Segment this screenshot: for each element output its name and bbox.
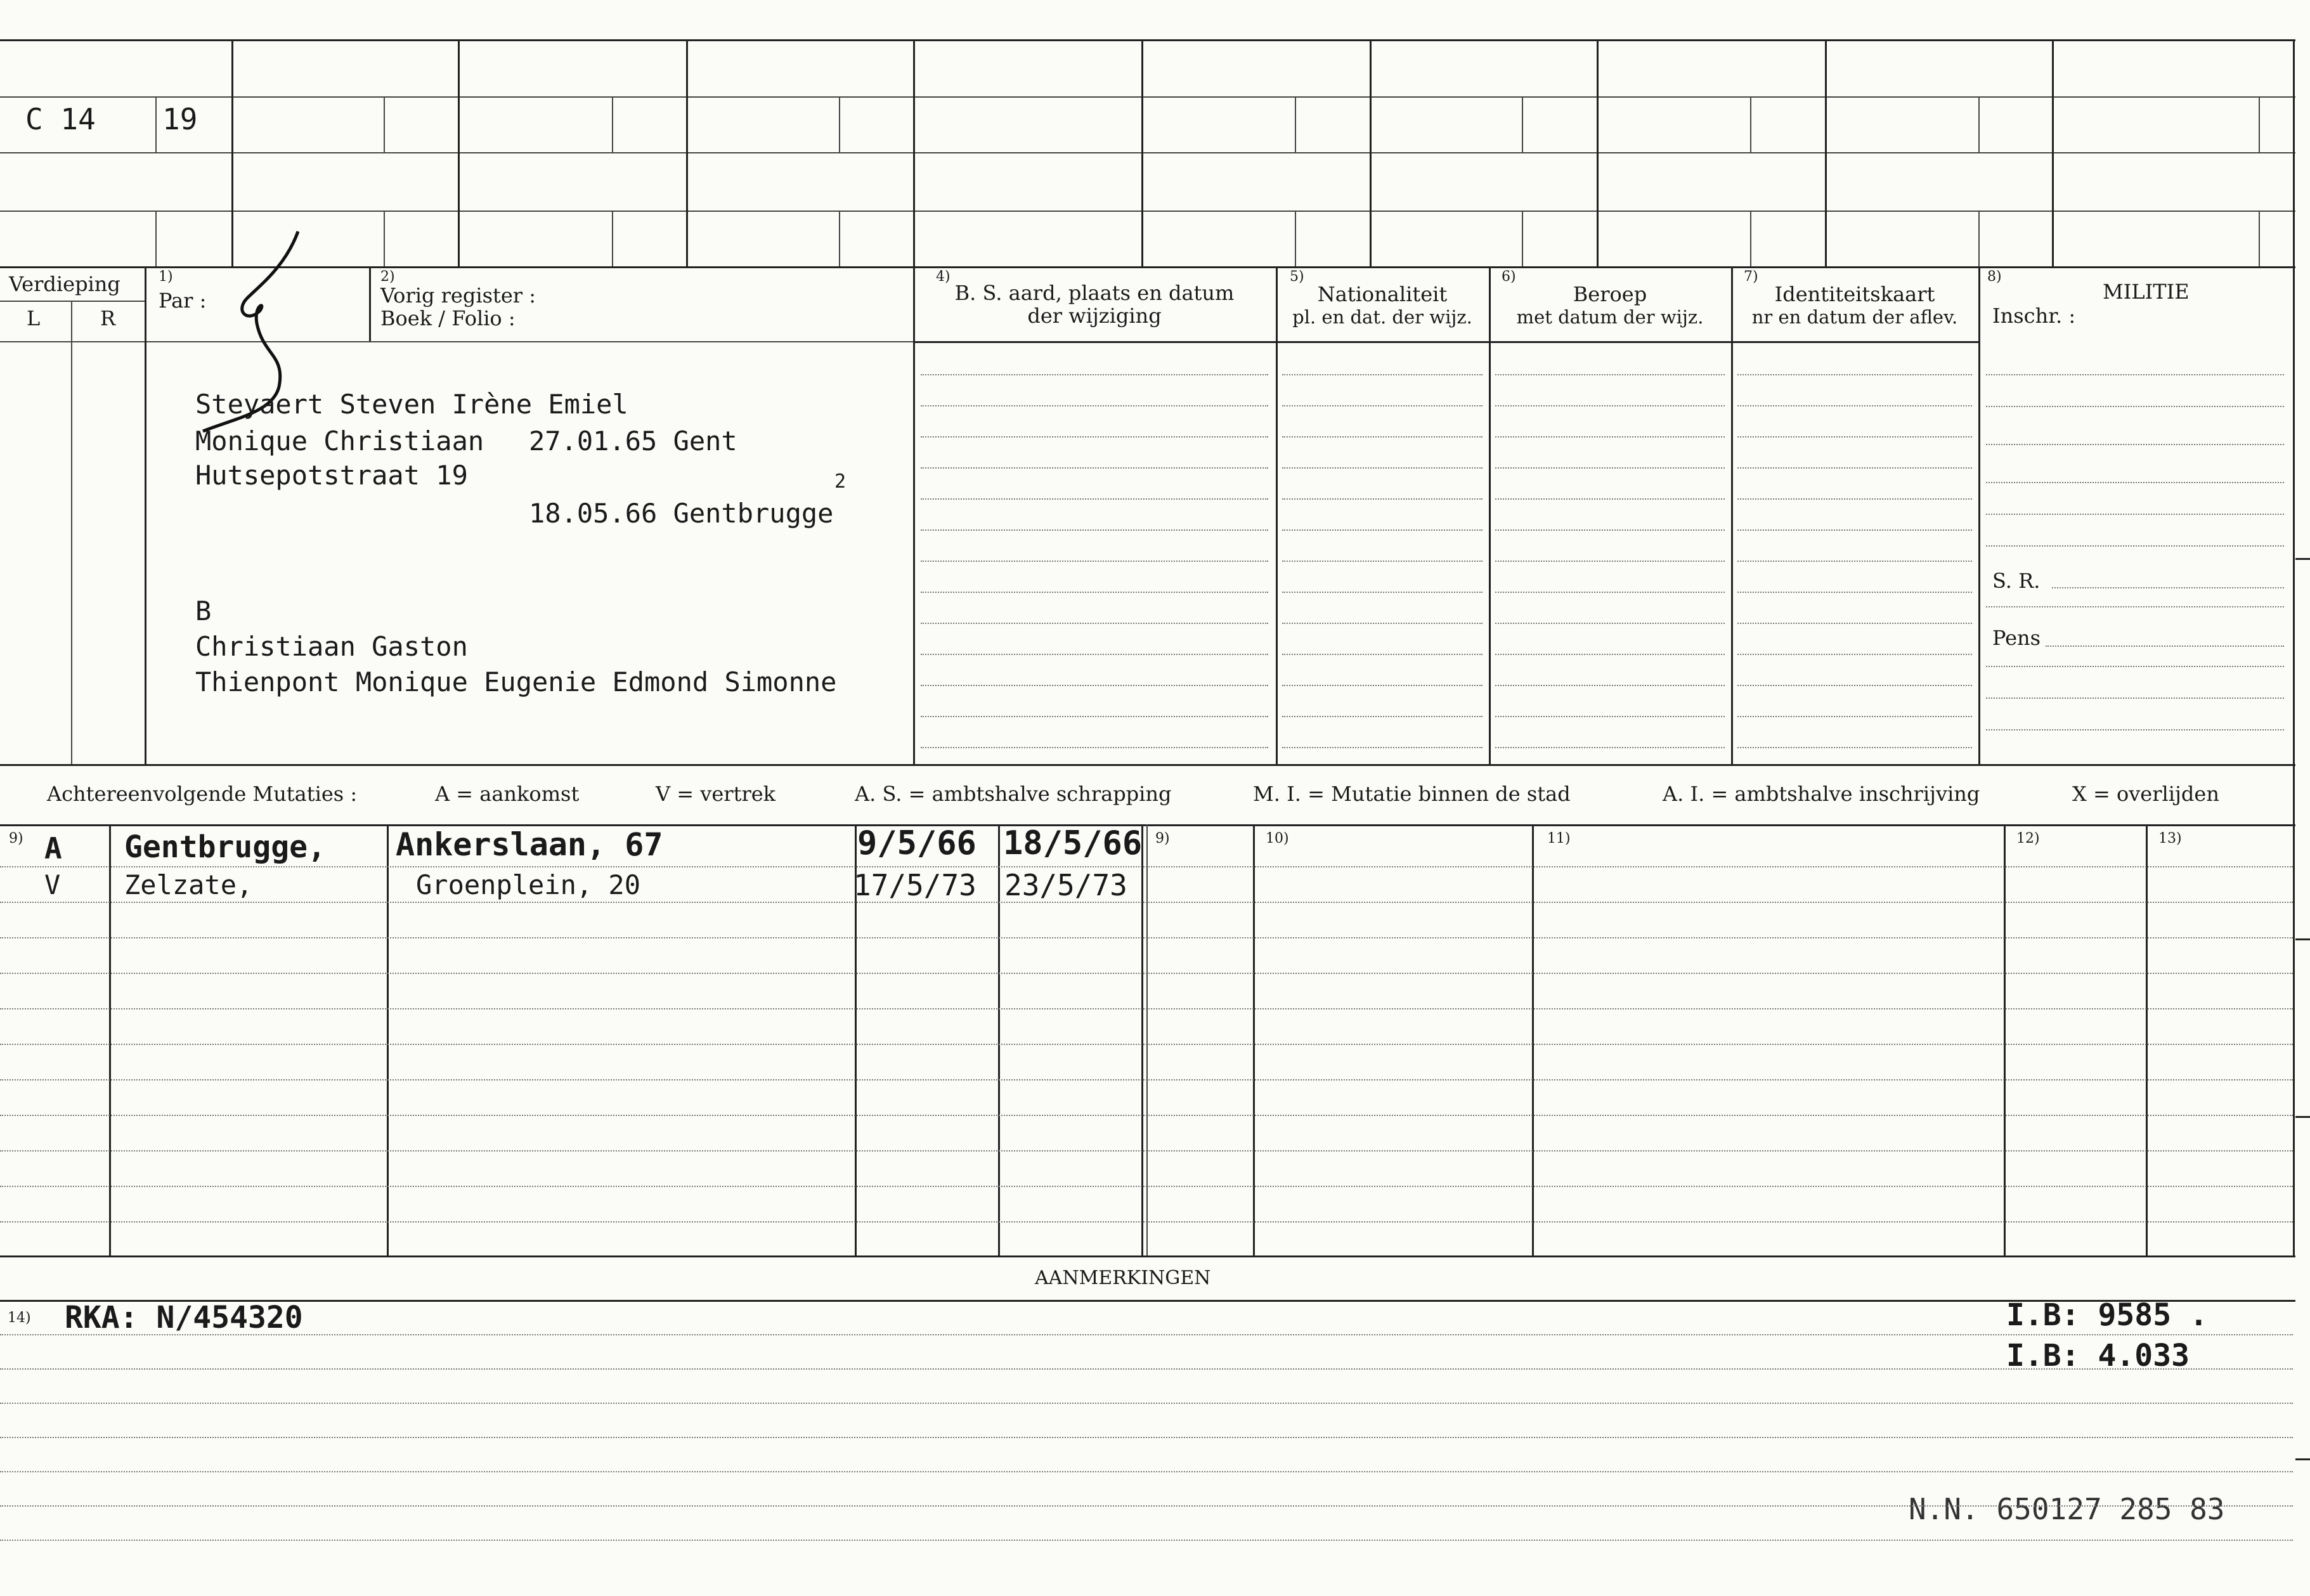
entry-letter-line: B [195, 595, 212, 626]
par-label: Par : [159, 289, 207, 313]
mutation-street: Ankerslaan, 67 [396, 826, 663, 863]
entry-parents-line: Monique Christiaan [195, 425, 484, 457]
legend-mutatie: M. I. = Mutatie binnen de stad [1253, 782, 1571, 806]
bs-header-2: der wijziging [1027, 304, 1162, 328]
field-1-num: 1) [159, 269, 173, 285]
mutation-type: V [44, 869, 61, 900]
col-13-num: 13) [2158, 831, 2182, 847]
nat-header-1: Nationaliteit [1317, 282, 1448, 306]
rka-number: RKA: N/454320 [65, 1300, 303, 1335]
field-5-num: 5) [1290, 269, 1304, 285]
col-10-num: 10) [1266, 831, 1289, 847]
inschr-label: Inschr. : [1992, 304, 2076, 328]
id-header-2: nr en datum der aflev. [1751, 306, 1958, 328]
militie-label: MILITIE [2103, 280, 2190, 304]
verdieping-label: Verdieping [9, 272, 120, 296]
register-number: 19 [162, 102, 198, 136]
mutation-type: A [44, 831, 62, 866]
mutation-place: Gentbrugge, [124, 829, 326, 865]
mutation-date-1: 17/5/73 [853, 868, 977, 902]
ib-number-2: I.B: 4.033 [2006, 1338, 2190, 1373]
entry-birth-line: 27.01.65 Gent [529, 425, 737, 457]
id-header-1: Identiteitskaart [1774, 282, 1935, 306]
entry-firstnames-line: Christiaan Gaston [195, 631, 468, 662]
mutation-street: Groenplein, 20 [416, 869, 641, 900]
nn-number: N.N. 650127 285 83 [1909, 1492, 2225, 1526]
mutation-date-2: 18/5/66 [1003, 824, 1143, 862]
legend-vertrek: V = vertrek [656, 782, 776, 806]
mutation-date-2: 23/5/73 [1004, 868, 1127, 902]
legend-inschrijving: A. I. = ambtshalve inschrijving [1663, 782, 1980, 806]
col-12-num: 12) [2016, 831, 2040, 847]
entry-spouse-line: Thienpont Monique Eugenie Edmond Simonne [195, 666, 837, 697]
mutation-date-1: 9/5/66 [857, 824, 977, 862]
nat-header-2: pl. en dat. der wijz. [1292, 306, 1472, 328]
entry-address-line: Hutsepotstraat 19 [195, 460, 468, 491]
field-8-num: 8) [1987, 269, 2002, 285]
field-4-num: 4) [936, 269, 951, 285]
mutation-place: Zelzate, [124, 869, 253, 900]
legend-title: Achtereenvolgende Mutaties : [47, 782, 358, 806]
register-code: C 14 [25, 102, 96, 136]
col-l-label: L [27, 306, 41, 330]
legend-schrapping: A. S. = ambtshalve schrapping [855, 782, 1172, 806]
col-r-label: R [100, 306, 116, 330]
beroep-header-2: met datum der wijz. [1516, 306, 1704, 328]
field-2-num: 2) [380, 269, 395, 285]
boek-folio-label: Boek / Folio : [380, 306, 516, 330]
ib-number-1: I.B: 9585 . [2006, 1297, 2208, 1333]
bs-header-1: B. S. aard, plaats en datum [954, 281, 1235, 305]
beroep-header-1: Beroep [1573, 282, 1647, 306]
entry-arrival-line: 18.05.66 Gentbrugge [529, 498, 834, 529]
col-9-num: 9) [1155, 831, 1170, 847]
entry-name-line: Steyaert Steven Irène Emiel [195, 389, 628, 420]
field-6-num: 6) [1502, 269, 1516, 285]
field-7-num: 7) [1744, 269, 1758, 285]
remarks-title: AANMERKINGEN [1035, 1267, 1211, 1289]
col-11-num: 11) [1547, 831, 1571, 847]
sr-label: S. R. [1992, 569, 2041, 593]
pens-label: Pens [1992, 626, 2041, 650]
field-14-num: 14) [8, 1310, 31, 1326]
entry-mark: 2 [834, 470, 847, 493]
legend-overlijden: X = overlijden [2072, 782, 2219, 806]
legend-aankomst: A = aankomst [435, 782, 580, 806]
vorig-register-label: Vorig register : [380, 283, 536, 308]
